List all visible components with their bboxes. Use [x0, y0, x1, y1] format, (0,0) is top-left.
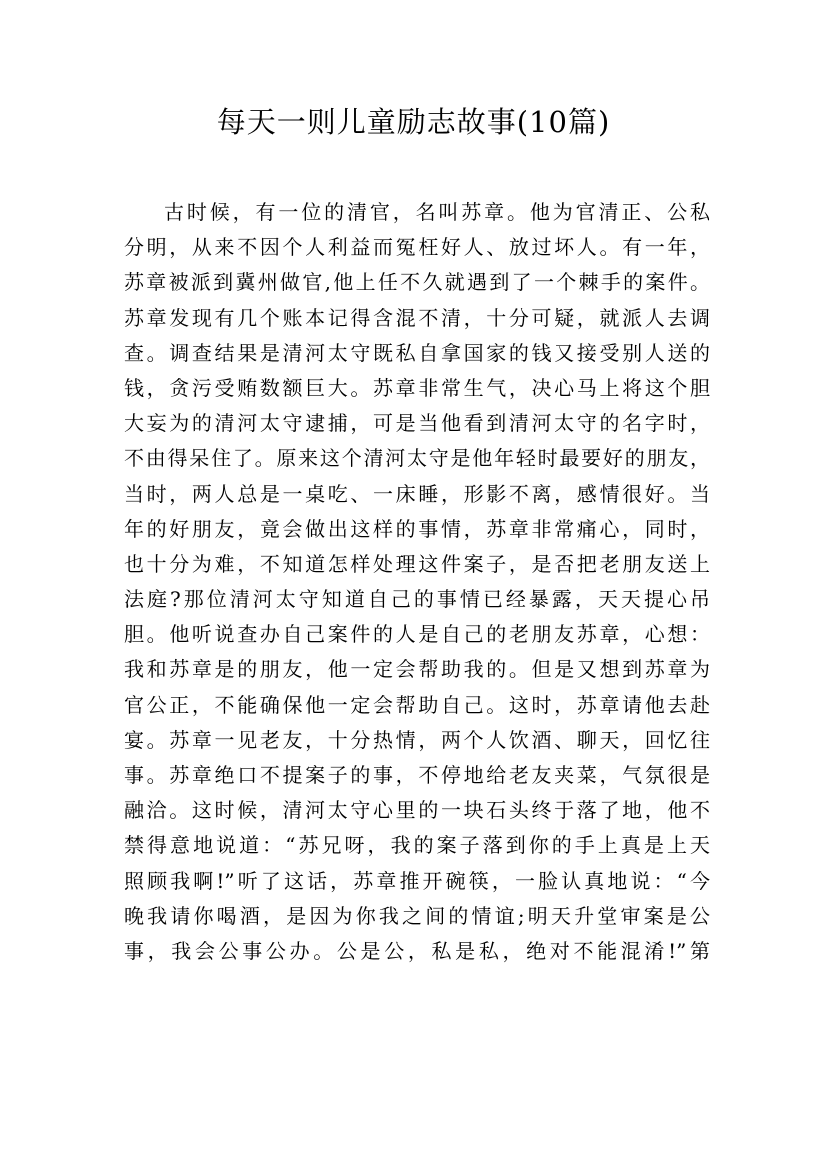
- text-line: 古时候，有一位的清官，名叫苏章。他为官清正、公私: [164, 200, 710, 224]
- text-line: 苏章发现有几个账本记得含混不清，十分可疑，就派人去调: [124, 305, 710, 330]
- text-line: 苏章被派到冀州做官,他上任不久就遇到了一个棘手的案件。: [124, 270, 710, 295]
- text-line: 法庭?那位清河太守知道自己的事情已经暴露，天天提心吊: [124, 587, 710, 612]
- text-line: 照顾我啊!”听了这话，苏章推开碗筷，一脸认真地说：“今: [124, 868, 710, 893]
- text-line: 也十分为难，不知道怎样处理这件案子，是否把老朋友送上: [124, 551, 710, 576]
- text-line: 分明，从来不因个人利益而冤枉好人、放过坏人。有一年，: [124, 235, 710, 260]
- text-line: 年的好朋友，竟会做出这样的事情，苏章非常痛心，同时，: [124, 516, 710, 541]
- text-line: 融洽。这时候，清河太守心里的一块石头终于落了地，他不: [124, 798, 710, 823]
- text-line: 官公正，不能确保他一定会帮助自己。这时，苏章请他去赴: [124, 692, 710, 717]
- text-line: 胆。他听说查办自己案件的人是自己的老朋友苏章，心想：: [124, 622, 710, 647]
- text-line: 晚我请你喝酒，是因为你我之间的情谊;明天升堂审案是公: [124, 903, 710, 928]
- text-line: 禁得意地说道：“苏兄呀，我的案子落到你的手上真是上天: [124, 833, 710, 858]
- text-line: 不由得呆住了。原来这个清河太守是他年轻时最要好的朋友，: [124, 446, 710, 471]
- text-line: 大妄为的清河太守逮捕，可是当他看到清河太守的名字时，: [124, 411, 710, 436]
- document-title: 每天一则儿童励志故事(10篇): [216, 105, 611, 139]
- text-line: 宴。苏章一见老友，十分热情，两个人饮酒、聊天，回忆往: [124, 727, 710, 752]
- text-line: 当时，两人总是一桌吃、一床睡，形影不离，感情很好。当: [124, 481, 710, 506]
- text-line: 我和苏章是的朋友，他一定会帮助我的。但是又想到苏章为: [124, 657, 710, 682]
- text-line: 事。苏章绝口不提案子的事，不停地给老友夹菜，气氛很是: [124, 763, 710, 787]
- story-paragraph: [124, 195, 710, 969]
- text-line: 钱，贪污受贿数额巨大。苏章非常生气，决心马上将这个胆: [124, 375, 710, 400]
- text-line: 事，我会公事公办。公是公，私是私，绝对不能混淆!”第: [124, 938, 710, 963]
- text-line: 查。调查结果是清河太守既私自拿国家的钱又接受别人送的: [124, 340, 710, 365]
